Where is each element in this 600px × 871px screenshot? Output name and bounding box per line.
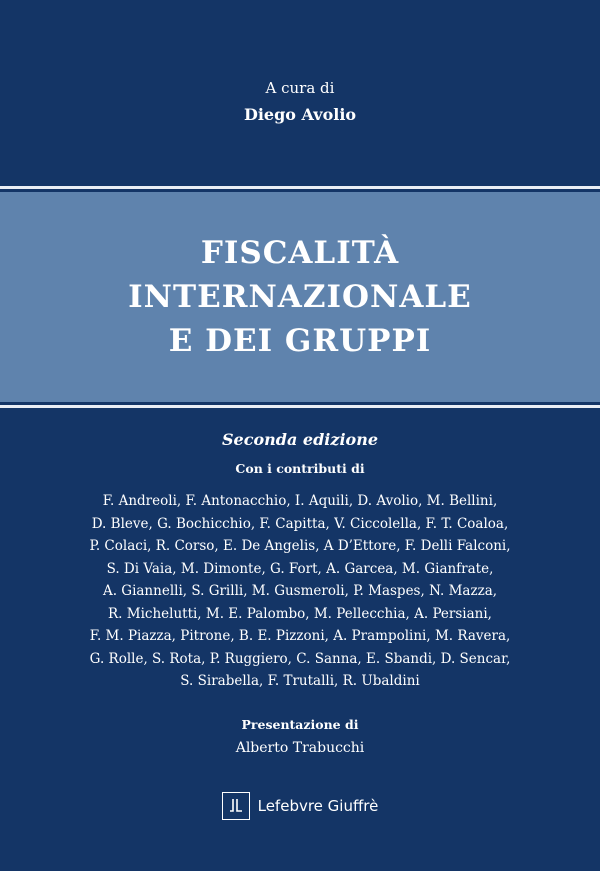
curator-name: Diego Avolio (243, 105, 357, 124)
publisher-logo (0, 792, 600, 820)
book-title-line: INTERNAZIONALE (128, 279, 472, 315)
contributors-list (0, 490, 600, 693)
contributors-line: R. Michelutti, M. E. Palombo, M. Pellecchia, A. Persiani, (108, 605, 492, 622)
publisher-name: Lefebvre Giuffrè (257, 797, 379, 815)
contributors-line: D. Bleve, G. Bochicchio, F. Capitta, V. Ciccolella, F. T. Coaloa, (91, 515, 509, 532)
title-band-top-rule (0, 186, 600, 189)
contributors-line: S. Sirabella, F. Trutalli, R. Ubaldini (180, 673, 420, 689)
contributors-line: A. Giannelli, S. Grilli, M. Gusmeroli, P. Maspes, N. Mazza, (102, 583, 498, 599)
curator-block (0, 78, 600, 126)
contributors-line: S. Di Vaia, M. Dimonte, G. Fort, A. Garcea, M. Gianfrate, (106, 560, 494, 577)
edition-label: Seconda edizione (222, 430, 378, 449)
contributors-line: G. Rolle, S. Rota, P. Ruggiero, C. Sanna, E. Sbandi, D. Sencar, (89, 650, 511, 667)
presentation-block (0, 716, 600, 758)
contributors-line: P. Colaci, R. Corso, E. De Angelis, A D’Ettore, F. Delli Falconi, (89, 538, 511, 554)
book-title-line: FISCALITÀ (200, 235, 400, 271)
curator-label: A cura di (265, 79, 335, 97)
book-title-line: E DEI GRUPPI (168, 323, 432, 359)
title-band-bottom-rule (0, 405, 600, 408)
presentation-label: Presentazione di (241, 717, 359, 732)
title-band (0, 192, 600, 402)
contributors-label: Con i contributi di (235, 461, 365, 476)
contributors-line: F. Andreoli, F. Antonacchio, I. Aquili, D. Avolio, M. Bellini, (102, 493, 498, 509)
presentation-author: Alberto Trabucchi (235, 740, 365, 756)
lefebvre-giuffre-logo-icon (222, 792, 250, 820)
contributors-line: F. M. Piazza, Pitrone, B. E. Pizzoni, A. Prampolini, M. Ravera, (89, 628, 511, 644)
